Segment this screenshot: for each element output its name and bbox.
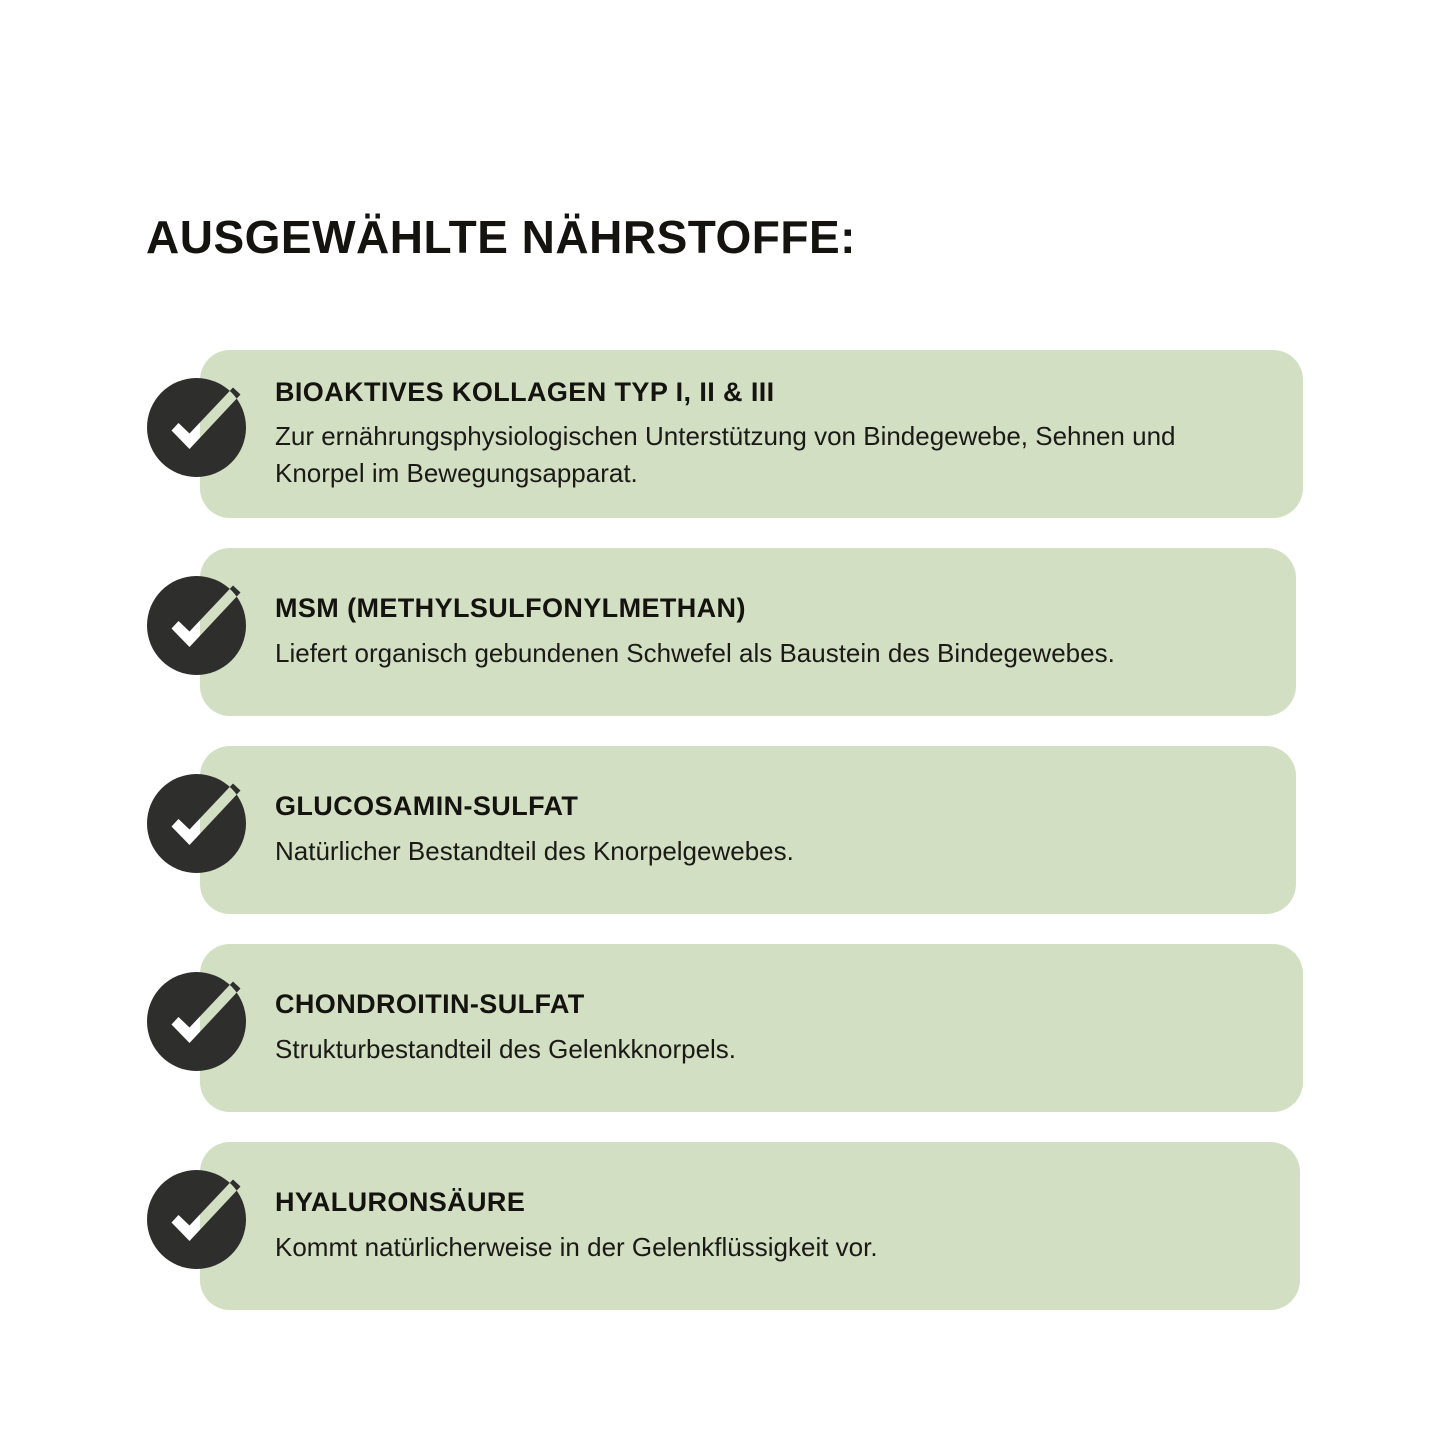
nutrient-text-block — [275, 1142, 1385, 1310]
page-title: AUSGEWÄHLTE NÄHRSTOFFE: — [146, 211, 856, 263]
nutrient-text-block — [275, 350, 1385, 518]
list-item — [0, 350, 1445, 518]
check-circle-icon — [147, 378, 246, 477]
check-circle-icon — [147, 774, 246, 873]
list-item — [0, 1142, 1445, 1310]
nutrient-text-block — [275, 746, 1385, 914]
list-item — [0, 746, 1445, 914]
nutrient-description: Liefert organisch gebundenen Schwefel als Baustein des Bindegewebes. — [275, 637, 1115, 668]
nutrient-name: MSM (METHYLSULFONYLMETHAN) — [275, 593, 746, 624]
nutrient-description: Strukturbestandteil des Gelenkknorpels. — [275, 1033, 737, 1064]
list-item — [0, 548, 1445, 716]
nutrient-name: GLUCOSAMIN-SULFAT — [275, 791, 579, 822]
nutrient-description: Kommt natürlicherweise in der Gelenkflüssigkeit vor. — [275, 1231, 878, 1262]
check-circle-icon — [147, 972, 246, 1071]
nutrient-name: BIOAKTIVES KOLLAGEN TYP I, II & III — [275, 376, 775, 407]
nutrient-name: HYALURONSÄURE — [275, 1187, 526, 1218]
nutrient-description: Natürlicher Bestandteil des Knorpelgewebes. — [275, 835, 794, 866]
check-circle-icon — [147, 576, 246, 675]
list-item — [0, 944, 1445, 1112]
nutrient-text-block — [275, 944, 1385, 1112]
nutrient-text-block — [275, 548, 1385, 716]
check-circle-icon — [147, 1170, 246, 1269]
nutrient-name: CHONDROITIN-SULFAT — [275, 989, 585, 1020]
nutrient-description: Zur ernährungsphysiologischen Unterstützung von Bindegewebe, Sehnen und Knorpel im Bewegungsapparat. — [275, 421, 1176, 489]
nutrient-list — [0, 350, 1445, 1340]
